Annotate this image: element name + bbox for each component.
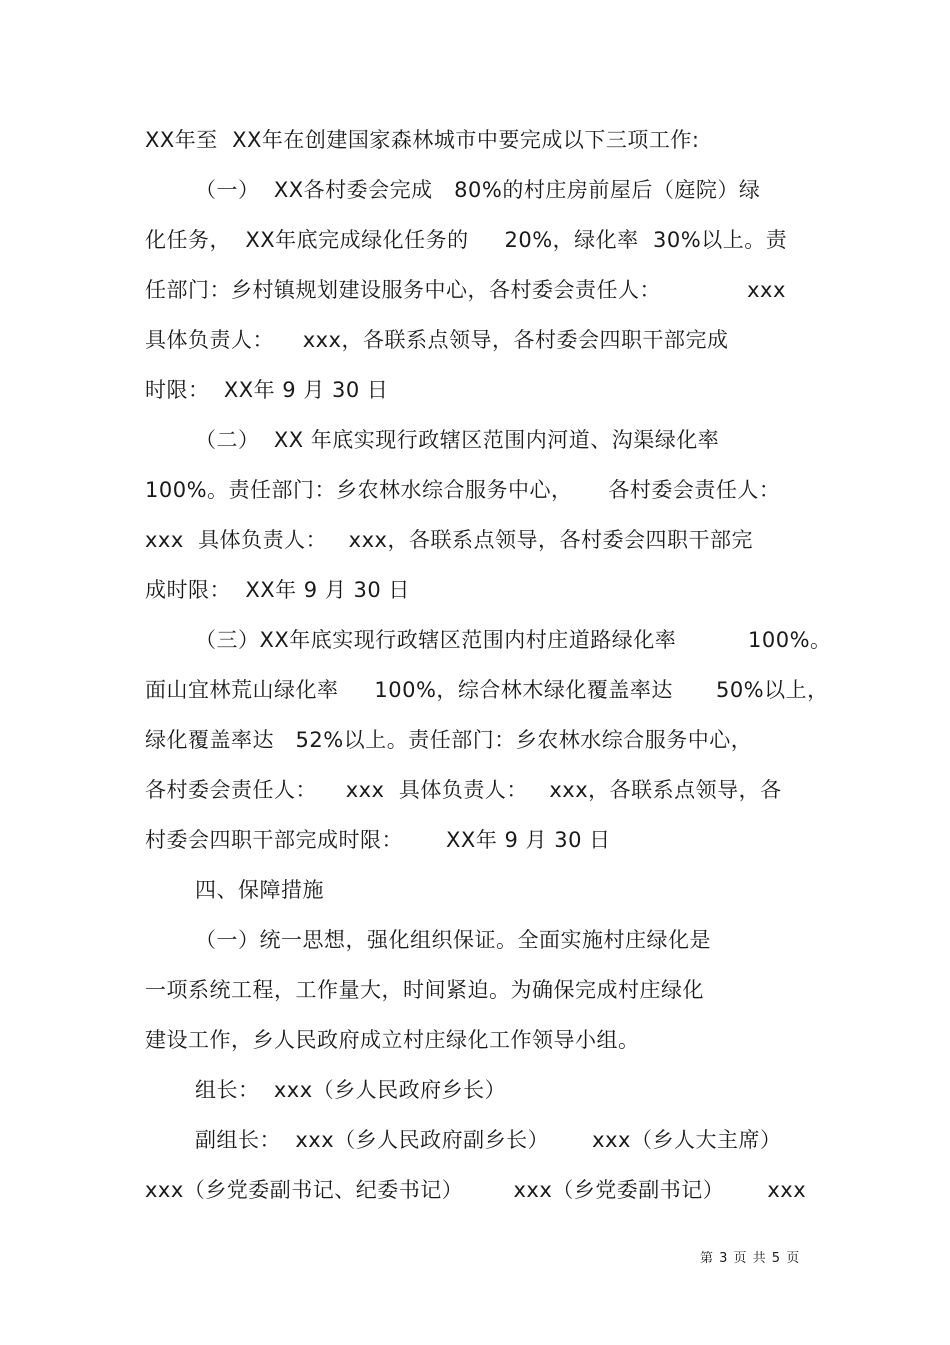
section-heading: 四、保障措施 (195, 878, 324, 902)
text-line: xxx 具体负责人： xxx，各联系点领导，各村委会四职干部完 (145, 528, 753, 552)
text-line: 任部门：乡村镇规划建设服务中心，各村委会责任人： xxx (145, 278, 786, 302)
text-line: （二） XX 年底实现行政辖区范围内河道、沟渠绿化率 (195, 428, 720, 452)
text-line: 副组长： xxx（乡人民政府副乡长） xxx（乡人大主席） (195, 1128, 782, 1152)
text-line: xxx（乡党委副书记、纪委书记） xxx（乡党委副书记） xxx (145, 1178, 807, 1202)
text-line: （一）统一思想，强化组织保证。全面实施村庄绿化是 (195, 928, 711, 952)
text-line: 绿化覆盖率达 52%以上。责任部门：乡农林水综合服务中心， (145, 728, 753, 752)
text-line: 成时限： XX年 9 月 30 日 (145, 578, 410, 602)
text-line: 时限： XX年 9 月 30 日 (145, 378, 389, 402)
page-number: 第 3 页 共 5 页 (700, 1251, 801, 1266)
text-line: XX年至 XX年在创建国家森林城市中要完成以下三项工作: (145, 128, 700, 152)
text-line: 100%。责任部门：乡农林水综合服务中心， 各村委会责任人： (145, 478, 781, 502)
text-line: 建设工作，乡人民政府成立村庄绿化工作领导小组。 (145, 1028, 640, 1052)
text-line: （一） XX各村委会完成 80%的村庄房前屋后（庭院）绿 (195, 178, 761, 202)
text-line: 村委会四职干部完成时限： XX年 9 月 30 日 (145, 828, 611, 852)
text-line: （三）XX年底实现行政辖区范围内村庄道路绿化率 100%。 (195, 628, 832, 652)
text-line: 面山宜林荒山绿化率 100%，综合林木绿化覆盖率达 50%以上， (145, 678, 829, 702)
text-line: 一项系统工程，工作量大，时间紧迫。为确保完成村庄绿化 (145, 978, 704, 1002)
text-line: 各村委会责任人： xxx 具体负责人： xxx，各联系点领导，各 (145, 778, 782, 802)
text-line: 具体负责人： xxx，各联系点领导，各村委会四职干部完成 (145, 328, 729, 352)
text-line: 组长： xxx（乡人民政府乡长） (195, 1078, 507, 1102)
text-line: 化任务， XX年底完成绿化任务的 20%，绿化率 30%以上。责 (145, 228, 788, 252)
